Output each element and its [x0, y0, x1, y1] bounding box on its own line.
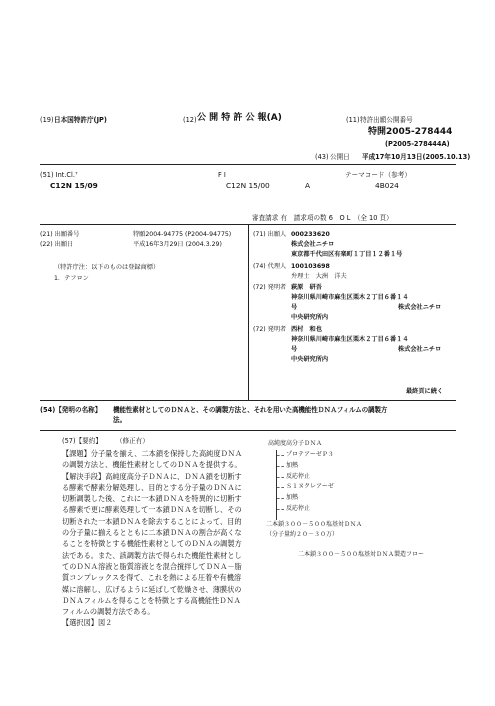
publication-date: 平成17年10月13日(2005.10.13) — [362, 153, 471, 161]
issuer-name: 日本国特許庁(JP) — [54, 116, 107, 124]
abstract-body — [62, 448, 242, 629]
title-rule — [40, 430, 456, 431]
application-number-label: (21) 出願番号 — [40, 231, 80, 238]
abstract-line: 【選択図】図２ — [62, 618, 113, 628]
applicant-label: (71) 出願人 — [253, 231, 287, 238]
document-kind: 公 開 特 許 公 報(A) — [197, 113, 282, 123]
inventor2-address-1: 神奈川県川崎市麻生区栗木２丁目６番１４ — [291, 336, 409, 343]
abstract-line: ることを特徴とする機能性素材としてのＤＮＡの調製方 — [62, 539, 242, 549]
abstract-line: 質コンプレックスを得て、これを熱による圧着や有機溶 — [62, 573, 242, 583]
publication-number: 特開2005-278444 — [368, 127, 453, 137]
filing-date: 平成16年3月29日 (2004.3.29) — [133, 241, 222, 248]
inventor1-name: 萩原 研吾 — [291, 284, 322, 291]
flow-start: 高純度高分子ＤＮＡ — [268, 440, 323, 447]
bib-divider — [248, 224, 249, 400]
kind-code: (12) — [183, 116, 197, 124]
theme-code-value: 4B024 — [375, 181, 399, 190]
inventor2-name: 西村 和也 — [291, 326, 322, 333]
flow-tick — [277, 466, 284, 467]
abstract-line: る酵素で酵素分解処理し、目的とする分子量のＤＮＡに — [62, 482, 242, 492]
publication-number-alt: (P2005-278444A) — [385, 140, 450, 148]
flow-step-heat-2: 加熱 — [286, 494, 299, 501]
agent-number: 100103698 — [291, 263, 330, 270]
bib-bottom-rule — [40, 400, 456, 401]
flow-tick — [277, 455, 284, 456]
pubdate-label: 公開日 — [330, 153, 350, 161]
applicant-address: 東京都千代田区有楽町１丁目１２番１号 — [291, 251, 403, 258]
abstract-line: 切断調製した後、これに一本鎖ＤＮＡを特異的に切断す — [62, 494, 242, 504]
invention-title-line-1: 機能性素材としてのＤＮＡと、その調製方法と、それを用いた高機能性ＤＮＡフィルムの調製方 — [113, 406, 388, 414]
abstract-line: 法である。また、該調製方法で得られた機能性素材とし — [62, 550, 242, 560]
abstract-line: てのＤＮＡ溶液と脂質溶液とを混合撹拌してＤＮＡ－脂 — [62, 561, 242, 571]
flow-tick — [277, 498, 284, 499]
trademark-item: 1．テフロン — [54, 275, 89, 282]
flow-step-protease: プロテアーゼＰ３ — [286, 451, 334, 458]
flow-step-heat-1: 加熱 — [286, 462, 299, 469]
inventor1-address-3: 中央研究所内 — [291, 314, 329, 321]
theme-code-label: テーマコード（参考） — [345, 171, 411, 179]
flow-caption: 二本鎖３００－５００塩基対ＤＮＡ製造フロー — [298, 551, 425, 558]
abstract-line: 切断された一本鎖ＤＮＡを除去することによって、目的 — [62, 516, 242, 526]
abstract-line: る酵素で更に酵素処理して一本鎖ＤＮＡを切断し、その — [62, 505, 242, 515]
abstract-line: の分子量に揃えるとともに二本鎖ＤＮＡの割合が高くな — [62, 528, 242, 538]
inventor1-label: (72) 発明者 — [253, 284, 287, 291]
flow-result: 二本鎖３００－５００塩基対ＤＮＡ — [266, 521, 363, 528]
abstract-line: 媒に溶解し、広げるように延ばして乾燥させ、薄膜状の — [62, 584, 242, 594]
abstract-amended: （修正有） — [116, 437, 149, 445]
pubno-label-code: (11) — [346, 116, 360, 124]
abstract-line: ＤＮＡフィルムを得ることを特徴とする高機能性ＤＮＡ — [62, 595, 241, 605]
invention-title-line-2: 法。 — [113, 416, 127, 424]
flow-step-stop-1: 反応停止 — [286, 473, 311, 480]
exam-summary: 審査請求 有 請求項の数 6 O L （全 10 頁） — [252, 214, 393, 222]
header-rule — [40, 164, 456, 165]
inventor1-address-2a: 号 — [291, 304, 298, 311]
intcl-label: (51) Int.Cl.⁷ — [40, 171, 78, 179]
agent-label: (74) 代理人 — [253, 263, 287, 270]
intcl-value: C12N 15/09 — [50, 181, 98, 190]
issuer-code: (19) — [40, 116, 54, 124]
abstract-line: の調製方法と、機能性素材としてのＤＮＡを提供する。 — [62, 460, 242, 470]
flow-step-stop-2: 反応停止 — [286, 505, 311, 512]
filing-date-label: (22) 出願日 — [40, 241, 74, 248]
abstract-line: フィルムの調製方法である。 — [62, 607, 155, 617]
abstract-line: 【課題】分子量を揃え、二本鎖を保持した高純度ＤＮＡ — [62, 449, 243, 458]
flow-tick — [277, 487, 284, 488]
agent-name: 弁理士 大洲 洋夫 — [291, 273, 347, 280]
inventor2-address-2a: 号 — [291, 346, 298, 353]
fi-value: C12N 15/00 — [226, 181, 270, 190]
inventor2-label: (72) 発明者 — [253, 326, 287, 333]
applicant-number: 000233620 — [291, 231, 330, 238]
trademark-note: （特許庁注：以下のものは登録商標） — [54, 264, 160, 271]
inventor2-address-2b: 株式会社ニチロ — [398, 346, 442, 353]
inventor1-address-2b: 株式会社ニチロ — [398, 304, 442, 311]
pubdate-code: (43) — [315, 153, 329, 161]
title-label: (54)【発明の名称】 — [40, 406, 102, 414]
flow-result-weight: （分子量約２０－３０万） — [266, 531, 339, 538]
applicant-name: 株式会社ニチロ — [291, 241, 335, 248]
inventor1-address-1: 神奈川県川崎市麻生区栗木２丁目６番１４ — [291, 294, 409, 301]
abstract-line: 【解決手段】高純度高分子ＤＮＡに、ＤＮＡ鎖を切断す — [62, 471, 242, 481]
inventor2-address-3: 中央研究所内 — [291, 356, 329, 363]
fi-label: F I — [218, 171, 226, 179]
abstract-heading: (57)【要約】 — [62, 437, 102, 445]
application-number: 特願2004-94775 (P2004-94775) — [133, 231, 232, 238]
flow-step-nuclease: Ｓ１ヌクレアーゼ — [286, 483, 334, 490]
fi-letter: A — [305, 181, 311, 190]
continued-note: 最終頁に続く — [406, 388, 444, 395]
pubno-label: 特許出願公開番号 — [360, 116, 413, 124]
flow-tick — [277, 477, 284, 478]
flow-tick — [277, 509, 284, 510]
